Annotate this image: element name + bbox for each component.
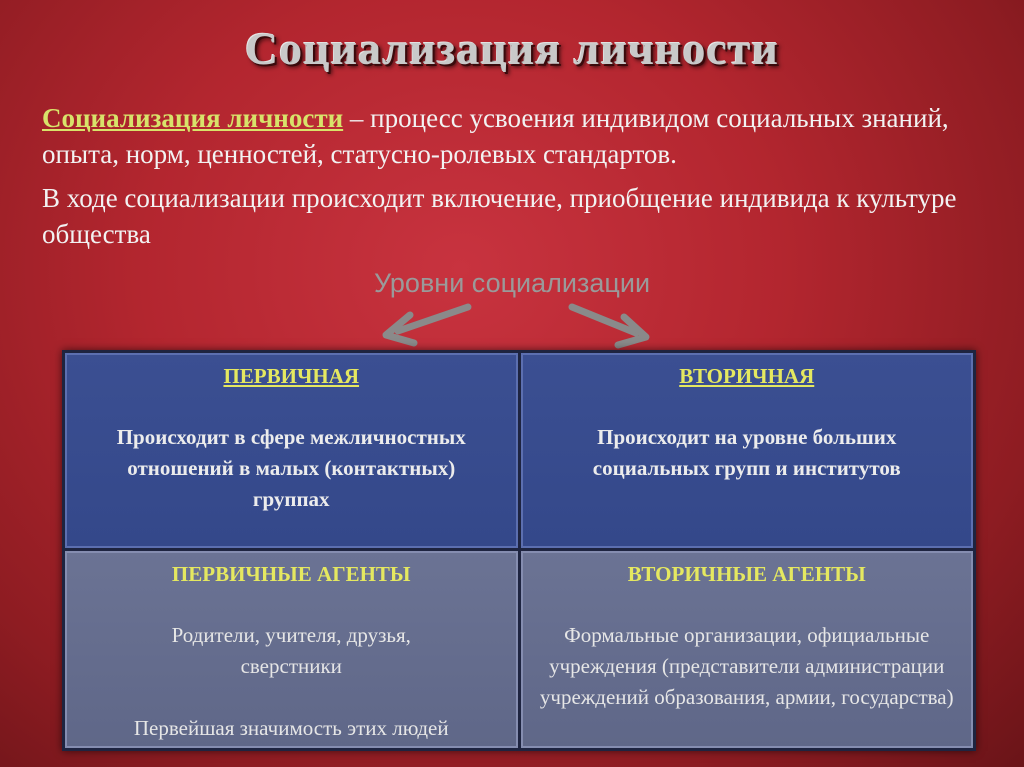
socialization-table <box>62 350 976 751</box>
secondary-agents-cell <box>521 551 974 748</box>
primary-cell <box>65 353 518 548</box>
arrows <box>0 295 1024 355</box>
definition-block <box>42 100 1002 252</box>
primary-text: Происходит в сфере межличностных отношений в малых (контактных) группах <box>116 425 466 511</box>
primary-agents-note: Первейшая значимость этих людей <box>133 716 449 740</box>
primary-agents-heading: ПЕРВИЧНЫЕ АГЕНТЫ <box>171 562 411 586</box>
primary-heading: ПЕРВИЧНАЯ <box>223 364 360 388</box>
definition-text: – процесс усвоения индивидом социальных знаний, опыта, норм, ценностей, статусно-ролевых стандартов. <box>42 103 949 169</box>
secondary-heading: ВТОРИЧНАЯ <box>679 364 815 388</box>
secondary-text: Происходит на уровне больших социальных групп и институтов <box>592 425 901 480</box>
slide-title: Социализация личности <box>244 23 780 74</box>
definition-term: Социализация личности <box>42 103 344 133</box>
primary-agents-text: Родители, учителя, друзья, сверстники <box>171 623 411 678</box>
definition-second-paragraph: В ходе социализации происходит включение, приобщение индивида к культуре общества <box>42 183 957 249</box>
arrow-right-icon <box>572 307 646 345</box>
arrow-left-icon <box>386 307 468 343</box>
secondary-agents-text: Формальные организации, официальные учреждения (представители администрации учреждений образования, армии, государства) <box>539 623 954 709</box>
definition-paragraph <box>42 100 1002 172</box>
secondary-cell <box>521 353 974 548</box>
secondary-agents-heading: ВТОРИЧНЫЕ АГЕНТЫ <box>627 562 866 586</box>
levels-heading-text: Уровни социализации <box>373 268 651 298</box>
primary-agents-cell <box>65 551 518 748</box>
